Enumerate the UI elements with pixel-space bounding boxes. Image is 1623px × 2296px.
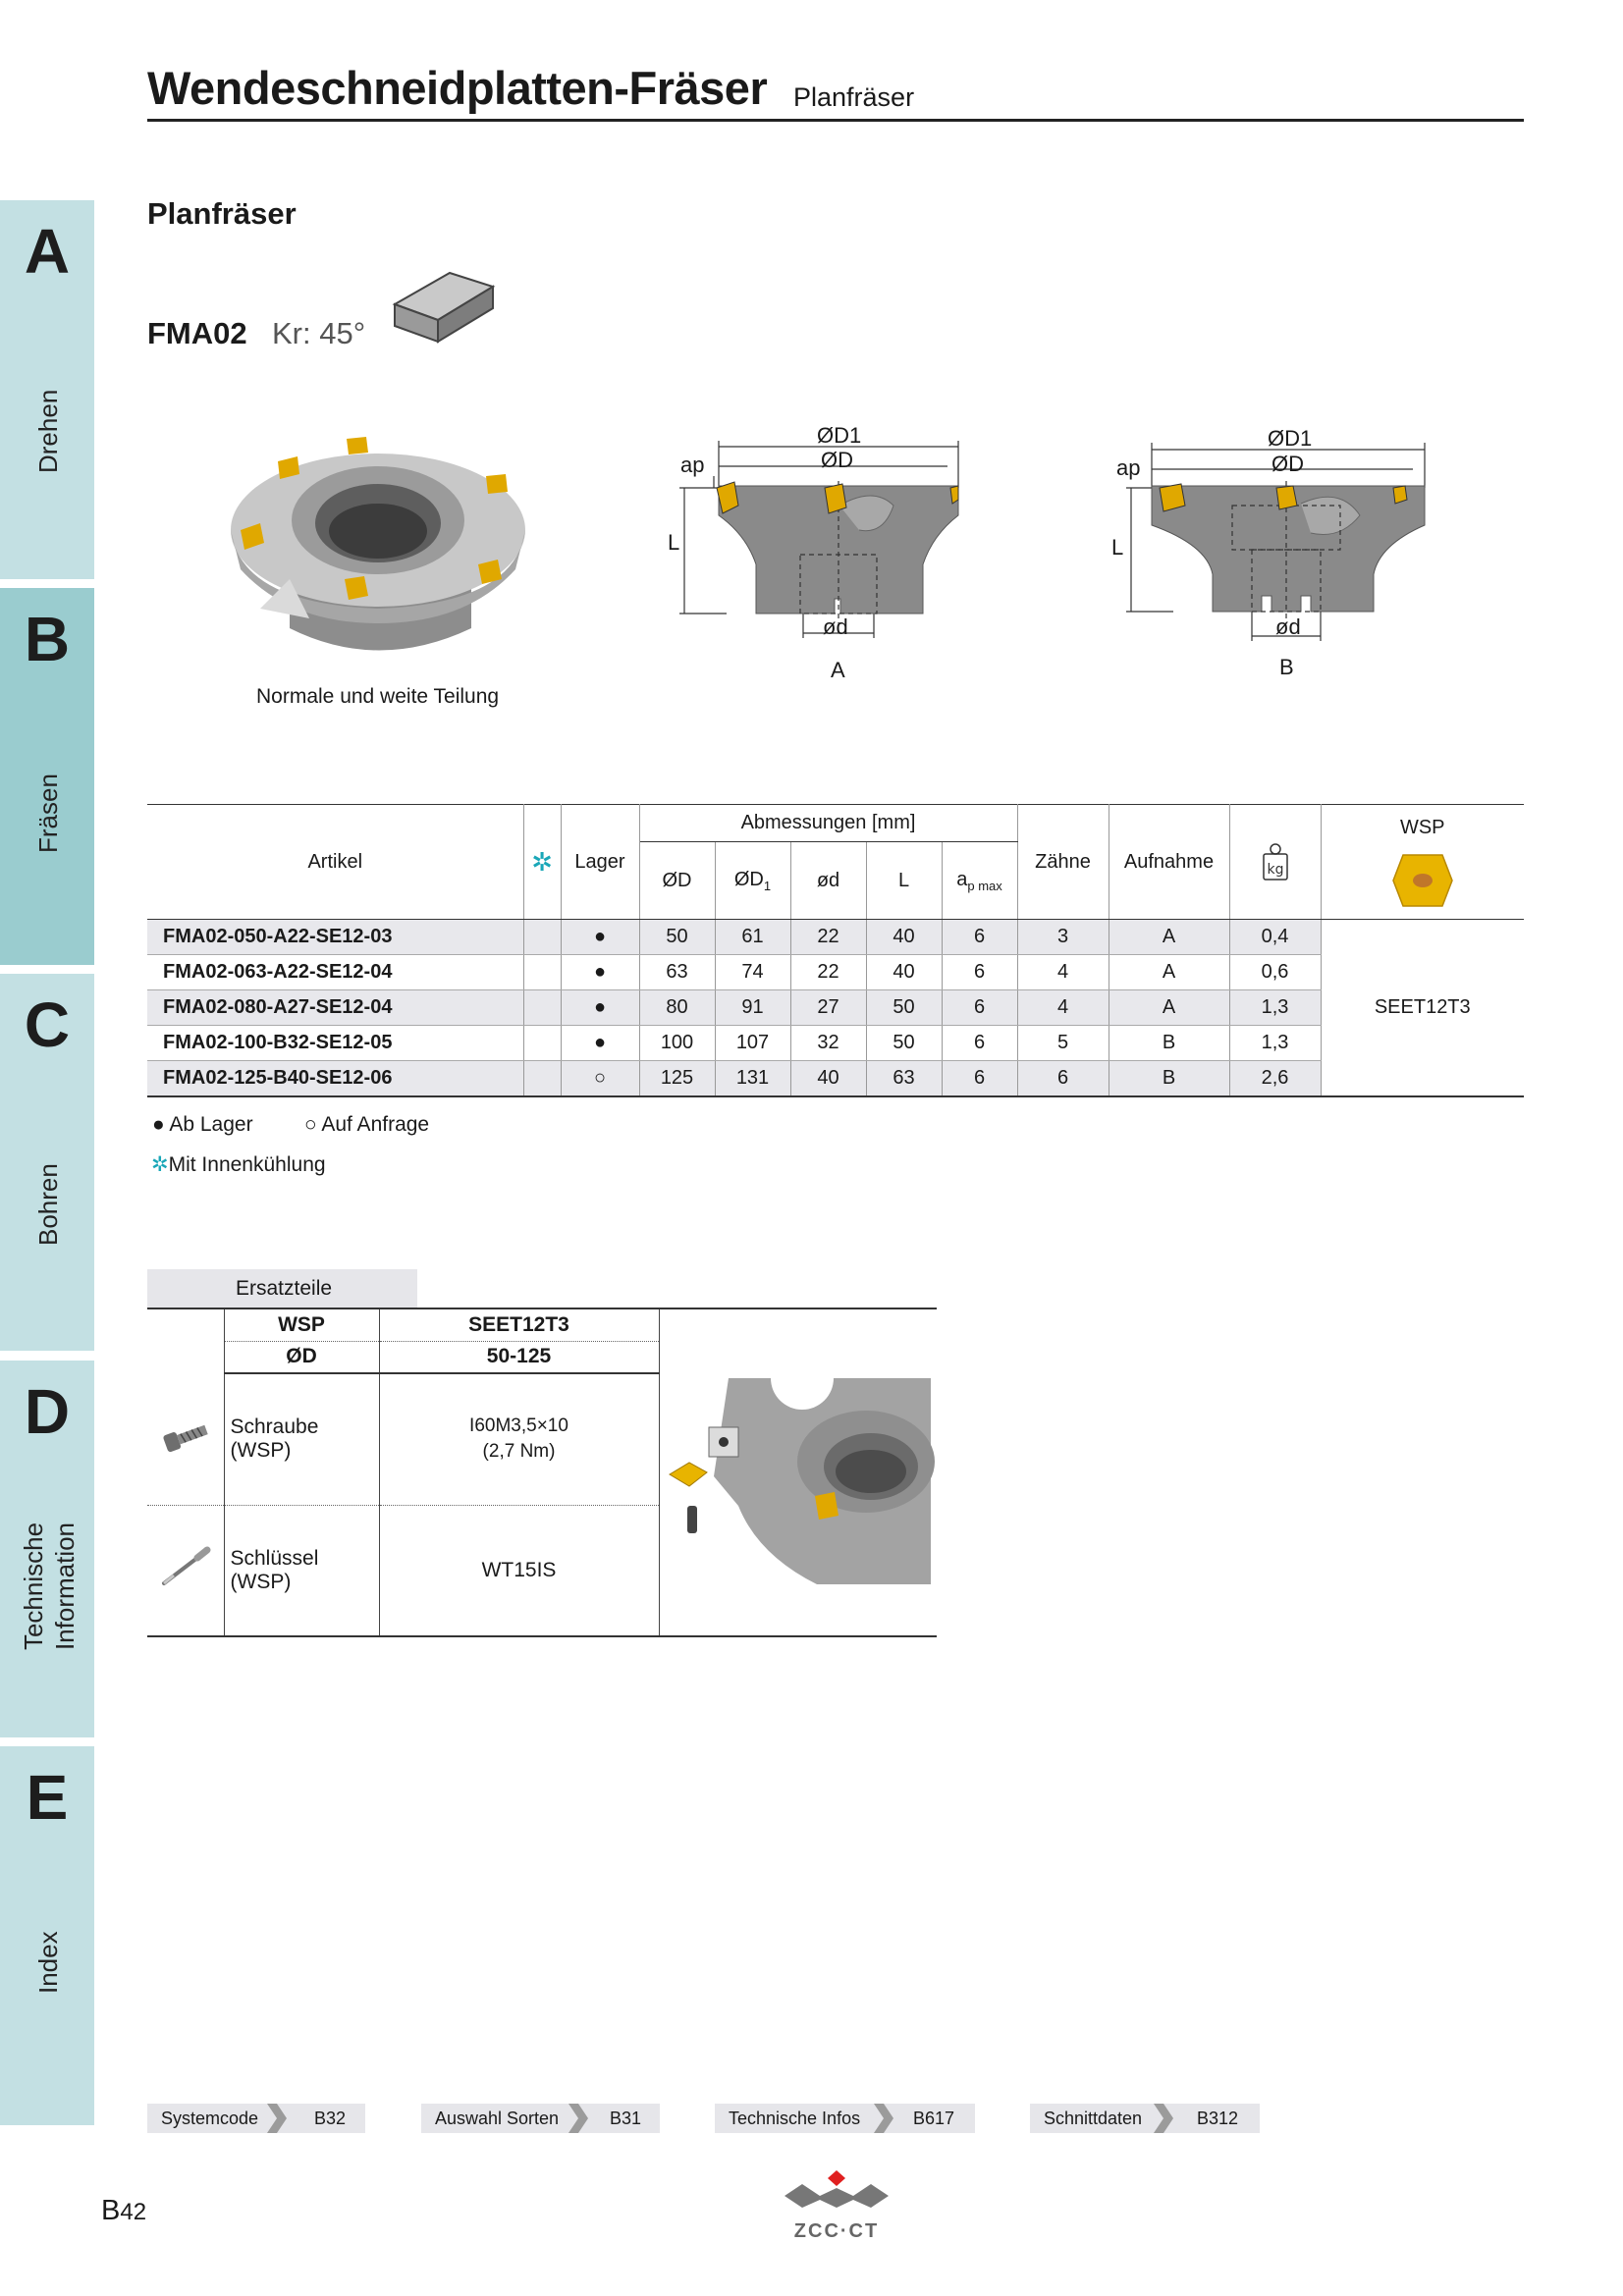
side-tab-b[interactable]: [0, 588, 94, 965]
cell-kg: 2,6: [1229, 1061, 1321, 1096]
cell-l: 40: [866, 955, 942, 990]
dim-label-l: L: [1111, 535, 1124, 560]
side-tab-e[interactable]: [0, 1746, 94, 2125]
col-d1-sub: 1: [763, 878, 772, 893]
cell-zaehne: 3: [1017, 920, 1109, 955]
footer-link-ref: B312: [1197, 2109, 1239, 2128]
tab-label: Bohren: [33, 1163, 63, 1246]
side-tab-d[interactable]: [0, 1361, 94, 1737]
footer-link-systemcode[interactable]: [147, 2104, 365, 2133]
cell-lager: ●: [561, 1026, 639, 1061]
spare-parts-tab: Ersatzteile: [147, 1269, 417, 1308]
cell-artikel: FMA02-100-B32-SE12-05: [147, 1026, 523, 1061]
insert-shape-icon: [391, 269, 497, 347]
tab-label: [18, 1518, 81, 1655]
spare-screw-line2: (2,7 Nm): [482, 1441, 556, 1463]
cell-aufnahme: B: [1109, 1061, 1229, 1096]
cell-zaehne: 5: [1017, 1026, 1109, 1061]
cell-aufnahme: B: [1109, 1026, 1229, 1061]
tab-letter: A: [24, 216, 71, 287]
cell-aufnahme: A: [1109, 990, 1229, 1026]
cell-bore: 27: [790, 990, 866, 1026]
tab-letter: D: [24, 1376, 71, 1447]
col-zaehne: Zähne: [1017, 805, 1109, 920]
legend-request: ○ Auf Anfrage: [304, 1113, 430, 1136]
cell-lager: ○: [561, 1061, 639, 1096]
cell-d: 50: [639, 920, 715, 955]
cell-zaehne: 4: [1017, 990, 1109, 1026]
dim-label-bore: ød: [823, 614, 848, 639]
cell-coolant: [523, 955, 561, 990]
col-l: L: [866, 842, 942, 920]
col-aufnahme: Aufnahme: [1109, 805, 1229, 920]
legend-coolant: [151, 1152, 326, 1177]
cell-d1: 131: [715, 1061, 790, 1096]
cell-aufnahme: A: [1109, 955, 1229, 990]
side-tab-c[interactable]: [0, 974, 94, 1351]
legend-coolant-label: Mit Innenkühlung: [168, 1153, 326, 1176]
cell-l: 50: [866, 1026, 942, 1061]
col-d1: [715, 842, 790, 920]
col-weight: [1229, 805, 1321, 920]
cell-d: 100: [639, 1026, 715, 1061]
cell-kg: 0,6: [1229, 955, 1321, 990]
dim-label-d: ØD: [1271, 452, 1304, 476]
cell-kg: 1,3: [1229, 1026, 1321, 1061]
cell-artikel: FMA02-063-A22-SE12-04: [147, 955, 523, 990]
cell-d1: 107: [715, 1026, 790, 1061]
dim-label-bore: ød: [1275, 614, 1301, 639]
spare-key-value: WT15IS: [379, 1505, 659, 1636]
cell-artikel: FMA02-125-B40-SE12-06: [147, 1061, 523, 1096]
tab-letter: C: [24, 989, 71, 1060]
logo-text: ZCC·CT: [793, 2220, 880, 2242]
cell-d: 80: [639, 990, 715, 1026]
spare-screw-line1: I60M3,5×10: [469, 1415, 568, 1437]
page-letter: B: [101, 2195, 121, 2226]
table-row: [147, 955, 1524, 990]
dim-label-ap: ap: [1116, 455, 1141, 480]
cell-d1: 74: [715, 955, 790, 990]
spare-parts-image-cell: [659, 1308, 937, 1636]
col-ap-label: a: [956, 868, 968, 890]
footer-link-label: Schnittdaten: [1044, 2109, 1143, 2128]
coolant-icon: ✲: [523, 805, 561, 920]
header-rule: [147, 119, 1524, 122]
cell-ap: 6: [942, 920, 1017, 955]
tab-label-line2: Information: [50, 1522, 80, 1651]
cell-artikel: FMA02-050-A22-SE12-03: [147, 920, 523, 955]
cell-kg: 1,3: [1229, 990, 1321, 1026]
screw-image-cell: [147, 1373, 224, 1505]
footer-link-label: Technische Infos: [729, 2109, 861, 2128]
col-d: ØD: [639, 842, 715, 920]
footer-link-auswahl-sorten[interactable]: [421, 2104, 660, 2133]
col-wsp: [1321, 805, 1524, 920]
cell-kg: 0,4: [1229, 920, 1321, 955]
cell-ap: 6: [942, 955, 1017, 990]
cell-coolant: [523, 1026, 561, 1061]
footer-link-ref: B617: [913, 2109, 955, 2128]
col-ap-sub: p max: [967, 878, 1002, 893]
spare-key-label: Schlüssel (WSP): [224, 1505, 379, 1636]
table-row: [147, 1061, 1524, 1096]
side-tab-a[interactable]: [0, 200, 94, 579]
weight-icon-text: kg: [1267, 862, 1283, 878]
footer-link-schnittdaten[interactable]: [1030, 2104, 1260, 2133]
cell-lager: ●: [561, 955, 639, 990]
product-table: [147, 804, 1524, 1097]
cell-lager: ●: [561, 920, 639, 955]
coolant-icon: ✲: [151, 1153, 169, 1176]
image-caption: Normale und weite Teilung: [256, 685, 500, 708]
spare-wsp-value: SEET12T3: [379, 1308, 659, 1341]
cell-l: 50: [866, 990, 942, 1026]
footer-link-label: Auswahl Sorten: [435, 2109, 560, 2128]
footer-link-ref: B31: [610, 2109, 642, 2128]
cell-d: 63: [639, 955, 715, 990]
dim-label-d1: ØD1: [817, 423, 862, 448]
cell-zaehne: 4: [1017, 955, 1109, 990]
legend-stock: ● Ab Lager: [152, 1113, 253, 1136]
cutter-detail-image: [660, 1359, 938, 1594]
cell-bore: 32: [790, 1026, 866, 1061]
chevron-right-icon: [1152, 2104, 1175, 2133]
table-row: [147, 920, 1524, 955]
cell-artikel: FMA02-080-A27-SE12-04: [147, 990, 523, 1026]
tab-letter: B: [24, 604, 71, 674]
col-ap: [942, 842, 1017, 920]
cell-bore: 22: [790, 955, 866, 990]
dim-label-l: L: [668, 530, 680, 555]
cell-d1: 91: [715, 990, 790, 1026]
dim-label-d1: ØD1: [1268, 426, 1313, 451]
tab-label: Fräsen: [33, 774, 63, 853]
cell-coolant: [523, 920, 561, 955]
spare-screw-value: [379, 1373, 659, 1505]
chevron-right-icon: [567, 2104, 590, 2133]
col-group-abmessungen: Abmessungen [mm]: [639, 805, 1017, 842]
col-bore: ød: [790, 842, 866, 920]
table-row: [147, 1026, 1524, 1061]
cell-aufnahme: A: [1109, 920, 1229, 955]
cell-coolant: [523, 1061, 561, 1096]
page-number: [101, 2195, 146, 2227]
cell-bore: 22: [790, 920, 866, 955]
cell-ap: 6: [942, 990, 1017, 1026]
insert-icon: [1391, 851, 1454, 910]
weight-icon: [1261, 842, 1290, 881]
col-lager: Lager: [561, 805, 639, 920]
page-title: Wendeschneidplatten-Fräser: [147, 62, 768, 114]
dim-label-ap: ap: [680, 453, 705, 477]
tab-label: Drehen: [33, 389, 63, 473]
col-artikel: Artikel: [147, 805, 523, 920]
page-num: 42: [120, 2199, 147, 2225]
table-row: [147, 990, 1524, 1026]
spare-d-value: 50-125: [379, 1341, 659, 1373]
empty-cell: [147, 1308, 224, 1373]
col-wsp-label: WSP: [1399, 817, 1445, 838]
key-icon: [158, 1546, 213, 1589]
dim-label-d: ØD: [821, 448, 853, 472]
spare-screw-label: Schraube (WSP): [224, 1373, 379, 1505]
section-title: Planfräser: [147, 196, 297, 231]
cell-ap: 6: [942, 1026, 1017, 1061]
spare-parts-table: [147, 1308, 937, 1637]
product-code: FMA02: [147, 316, 247, 350]
key-image-cell: [147, 1505, 224, 1636]
cell-l: 40: [866, 920, 942, 955]
variant-label-b: B: [1279, 655, 1294, 679]
milling-cutter-image: [221, 437, 545, 677]
spare-d-label: ØD: [224, 1341, 379, 1373]
footer-link-ref: B32: [314, 2109, 347, 2128]
page-subtitle: Planfräser: [793, 82, 915, 112]
approach-angle: Kr: 45°: [272, 316, 366, 350]
col-d1-label: ØD: [733, 868, 764, 890]
cell-coolant: [523, 990, 561, 1026]
cell-lager: ●: [561, 990, 639, 1026]
cell-ap: 6: [942, 1061, 1017, 1096]
cell-wsp: SEET12T3: [1321, 920, 1524, 1096]
cell-zaehne: 6: [1017, 1061, 1109, 1096]
chevron-right-icon: [872, 2104, 895, 2133]
cell-d: 125: [639, 1061, 715, 1096]
cell-d1: 61: [715, 920, 790, 955]
variant-label-a: A: [831, 658, 845, 682]
zcc-ct-logo: [779, 2166, 894, 2221]
chevron-right-icon: [265, 2104, 289, 2133]
tab-label-line1: Technische: [19, 1522, 48, 1651]
cell-bore: 40: [790, 1061, 866, 1096]
tab-label: Index: [33, 1931, 63, 1994]
screw-icon: [158, 1416, 213, 1456]
footer-link-technische-infos[interactable]: [715, 2104, 975, 2133]
footer-link-label: Systemcode: [161, 2109, 259, 2128]
cell-l: 63: [866, 1061, 942, 1096]
tab-letter: E: [26, 1762, 69, 1833]
spare-wsp-label: WSP: [224, 1308, 379, 1341]
